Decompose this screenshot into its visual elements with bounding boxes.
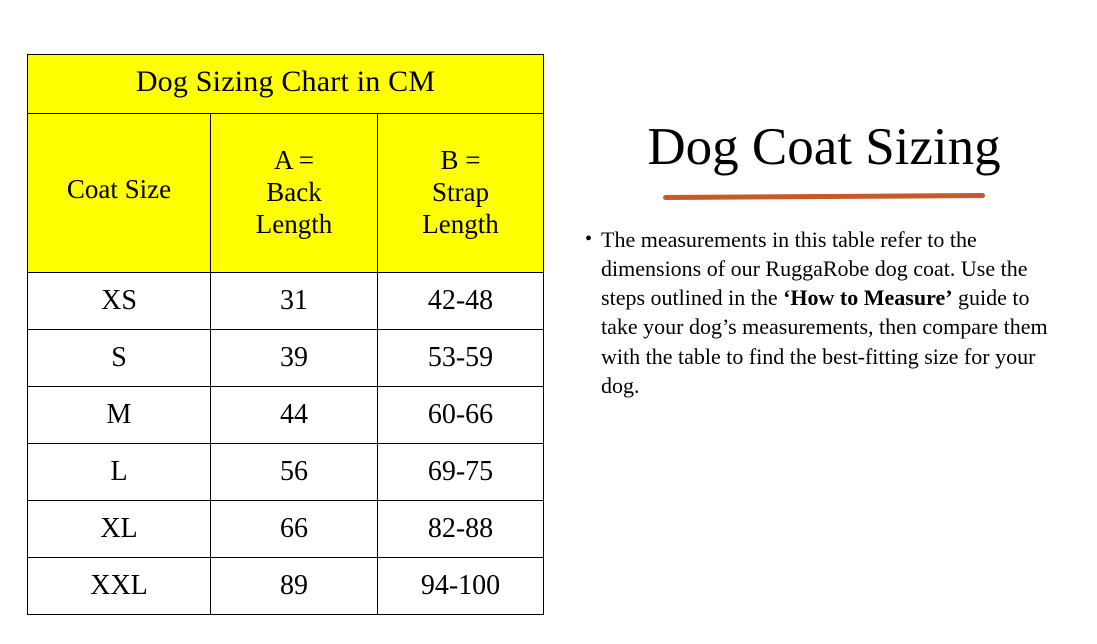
cell-strap-length: 82-88 xyxy=(378,501,544,558)
header-back-length xyxy=(211,114,378,273)
header-back-length-line1: A = xyxy=(274,145,314,176)
bullet-paragraph xyxy=(601,225,1065,401)
cell-back-length: 56 xyxy=(211,444,378,501)
cell-size: XL xyxy=(28,501,211,558)
header-back-length-line3: Length xyxy=(255,208,333,239)
header-strap-length-line2: Strap xyxy=(432,177,490,208)
table-header-row xyxy=(28,114,544,273)
cell-strap-length: 94-100 xyxy=(378,558,544,615)
cell-size: M xyxy=(28,387,211,444)
bullet-marker: • xyxy=(585,227,593,250)
header-strap-length xyxy=(378,114,544,273)
header-strap-length-line1: B = xyxy=(440,145,481,176)
cell-size: XXL xyxy=(28,558,211,615)
header-coat-size: Coat Size xyxy=(28,114,211,273)
cell-back-length: 66 xyxy=(211,501,378,558)
dog-sizing-table xyxy=(27,54,544,615)
title-underline-rule xyxy=(663,193,985,200)
table-row xyxy=(28,501,544,558)
cell-size: L xyxy=(28,444,211,501)
table-row xyxy=(28,387,544,444)
cell-size: S xyxy=(28,330,211,387)
bullet-text-part1: The measurements in this table refer to the dimensions of our RuggaRobe dog coat. Use the steps outlined in the xyxy=(601,226,1028,311)
cell-size: XS xyxy=(28,273,211,330)
page-title: Dog Coat Sizing xyxy=(647,118,1001,176)
header-strap-length-line3: Length xyxy=(422,208,499,239)
list-item xyxy=(583,225,1065,401)
bullet-text-emphasis: ‘How to Measure’ xyxy=(783,285,953,311)
cell-back-length: 89 xyxy=(211,558,378,615)
table-title: Dog Sizing Chart in CM xyxy=(28,55,544,114)
cell-strap-length: 60-66 xyxy=(378,387,544,444)
bullet-text-part2: guide to take your dog’s measurements, then compare them with the table to find the best-fitting size for your dog. xyxy=(601,285,1048,398)
cell-strap-length: 69-75 xyxy=(378,444,544,501)
cell-back-length: 39 xyxy=(211,330,378,387)
cell-strap-length: 42-48 xyxy=(378,273,544,330)
cell-strap-length: 53-59 xyxy=(378,330,544,387)
table-row xyxy=(28,273,544,330)
sizing-table-container xyxy=(27,54,543,615)
cell-back-length: 44 xyxy=(211,387,378,444)
table-row xyxy=(28,444,544,501)
text-column xyxy=(583,120,1065,400)
table-title-row xyxy=(28,55,544,114)
table-row xyxy=(28,558,544,615)
header-back-length-line2: Back xyxy=(266,177,322,208)
cell-back-length: 31 xyxy=(211,273,378,330)
table-row xyxy=(28,330,544,387)
